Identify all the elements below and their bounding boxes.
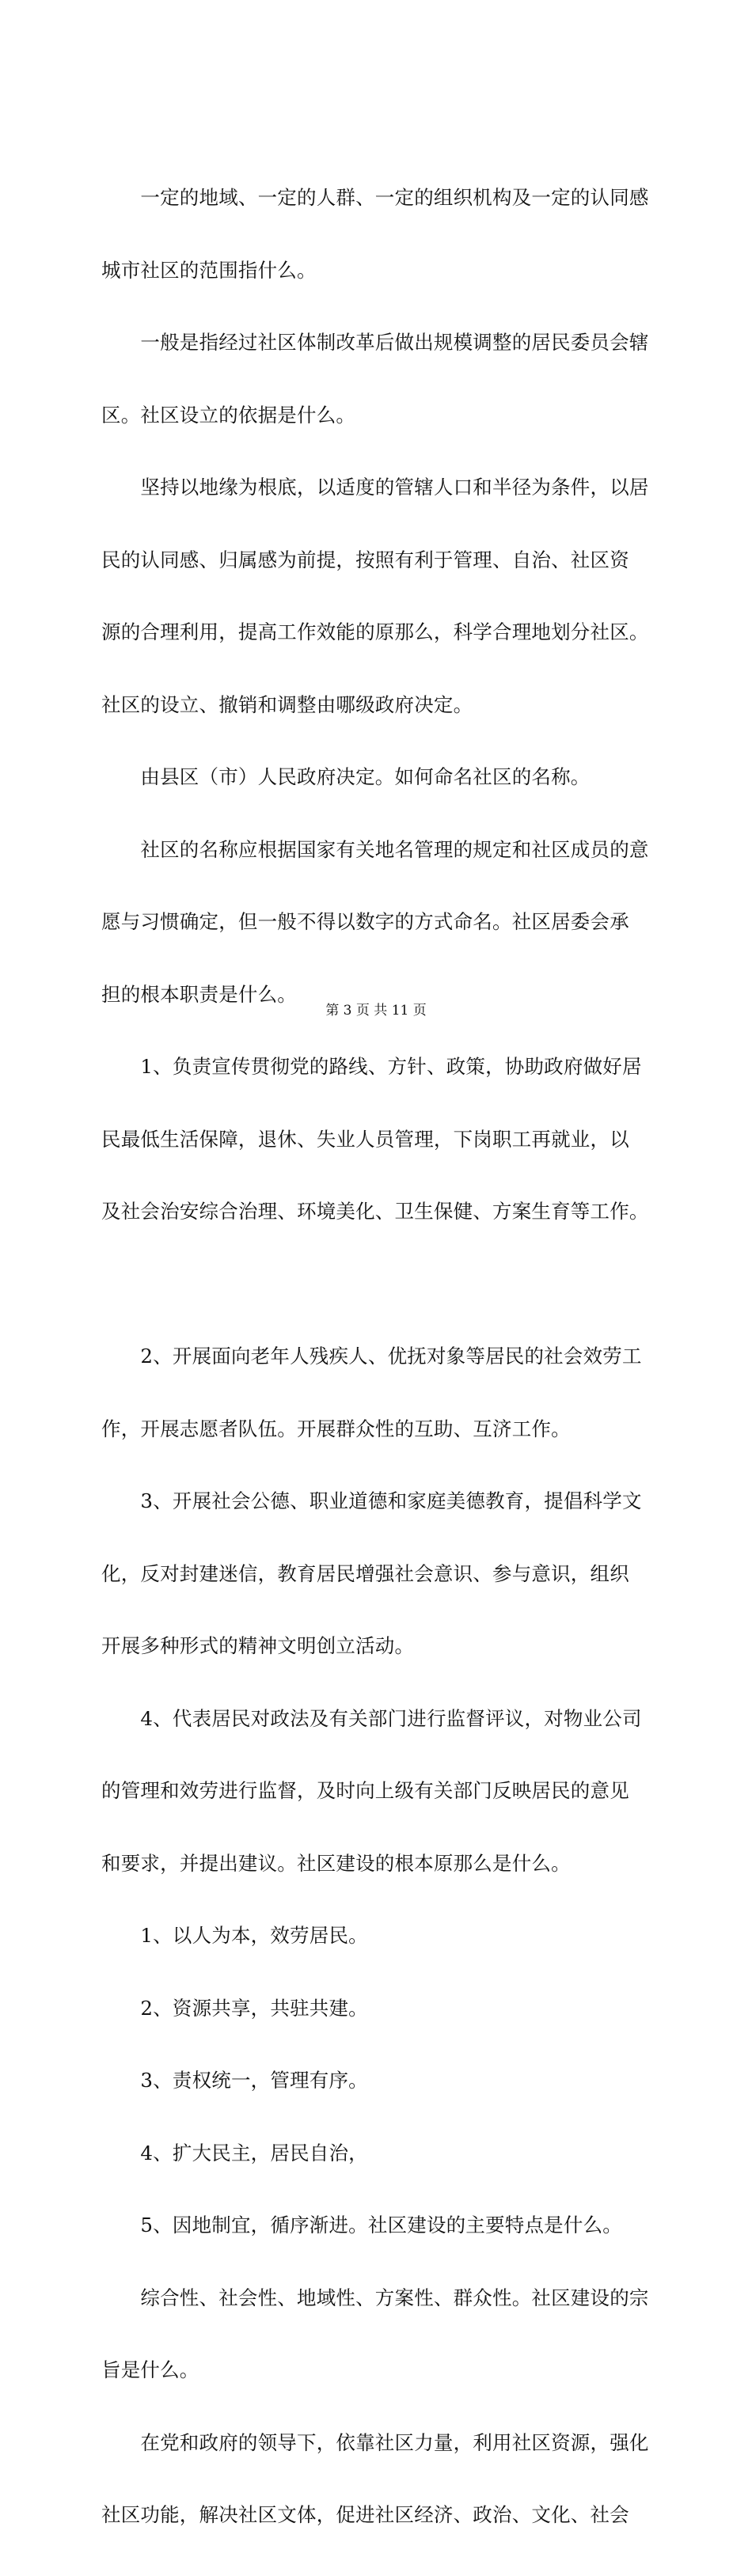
text-line: 的管理和效劳进行监督，及时向上级有关部门反映居民的意见 [101,1779,629,1802]
text-line: 5、因地制宜，循序渐进。社区建设的主要特点是什么。 [101,2214,622,2236]
text-line: 区。社区设立的依据是什么。 [101,403,356,427]
text-line: 坚持以地缘为根底，以适度的管辖人口和半径为条件，以居 [101,476,649,499]
text-line: 源的合理利用，提高工作效能的原那么，科学合理地划分社区。 [101,620,649,643]
text-line: 社区的名称应根据国家有关地名管理的规定和社区成员的意 [101,837,649,861]
text-line: 和要求，并提出建议。社区建设的根本原那么是什么。 [101,1851,571,1875]
text-line: 民的认同感、归属感为前提，按照有利于管理、自治、社区资 [101,548,629,571]
text-line: 4、代表居民对政法及有关部门进行监督评议，对物业公司 [101,1706,642,1730]
text-line: 社区功能，解决社区文体，促进社区经济、政治、文化、社会 [101,2503,629,2526]
text-line: 3、责权统一，管理有序。 [101,2069,368,2092]
page-footer: 第 3 页 共 11 页 [325,1003,427,1019]
text-line: 开展多种形式的精神文明创立活动。 [101,1634,415,1657]
text-line: 4、扩大民主，居民自治， [101,2141,368,2164]
text-line: 综合性、社会性、地域性、方案性、群众性。社区建设的宗 [101,2286,649,2309]
text-line: 城市社区的范围指什么。 [101,258,317,282]
text-line: 民最低生活保障，退休、失业人员管理，下岗职工再就业，以 [101,1127,629,1151]
text-line: 一般是指经过社区体制改革后做出规模调整的居民委员会辖 [101,331,649,354]
text-line: 愿与习惯确定，但一般不得以数字的方式命名。社区居委会承 [101,910,629,933]
paragraph-gap [101,1273,671,1297]
text-line: 社区的设立、撤销和调整由哪级政府决定。 [101,692,473,716]
text-line: 担的根本职责是什么。 [101,982,297,1006]
document-body [101,138,671,2576]
text-line: 2、开展面向老年人残疾人、优抚对象等居民的社会效劳工 [101,1345,642,1368]
text-line: 一定的地域、一定的人群、一定的组织机构及一定的认同感 [101,186,649,209]
text-line: 作，开展志愿者队伍。开展群众性的互助、互济工作。 [101,1417,571,1440]
text-line: 3、开展社会公德、职业道德和家庭美德教育，提倡科学文 [101,1489,642,1512]
text-line: 在党和政府的领导下，依靠社区力量，利用社区资源，强化 [101,2430,649,2454]
text-line: 2、资源共享，共驻共建。 [101,1996,368,2020]
text-line: 1、以人为本，效劳居民。 [101,1924,368,1947]
text-line: 化，反对封建迷信，教育居民增强社会意识、参与意识，组织 [101,1561,629,1585]
text-line: 1、负责宣传贯彻党的路线、方针、政策，协助政府做好居 [101,1055,642,1078]
text-line: 由县区（市）人民政府决定。如何命名社区的名称。 [101,765,591,788]
text-line: 及社会治安综合治理、环境美化、卫生保健、方案生育等工作。 [101,1200,649,1223]
text-line: 旨是什么。 [101,2358,199,2381]
